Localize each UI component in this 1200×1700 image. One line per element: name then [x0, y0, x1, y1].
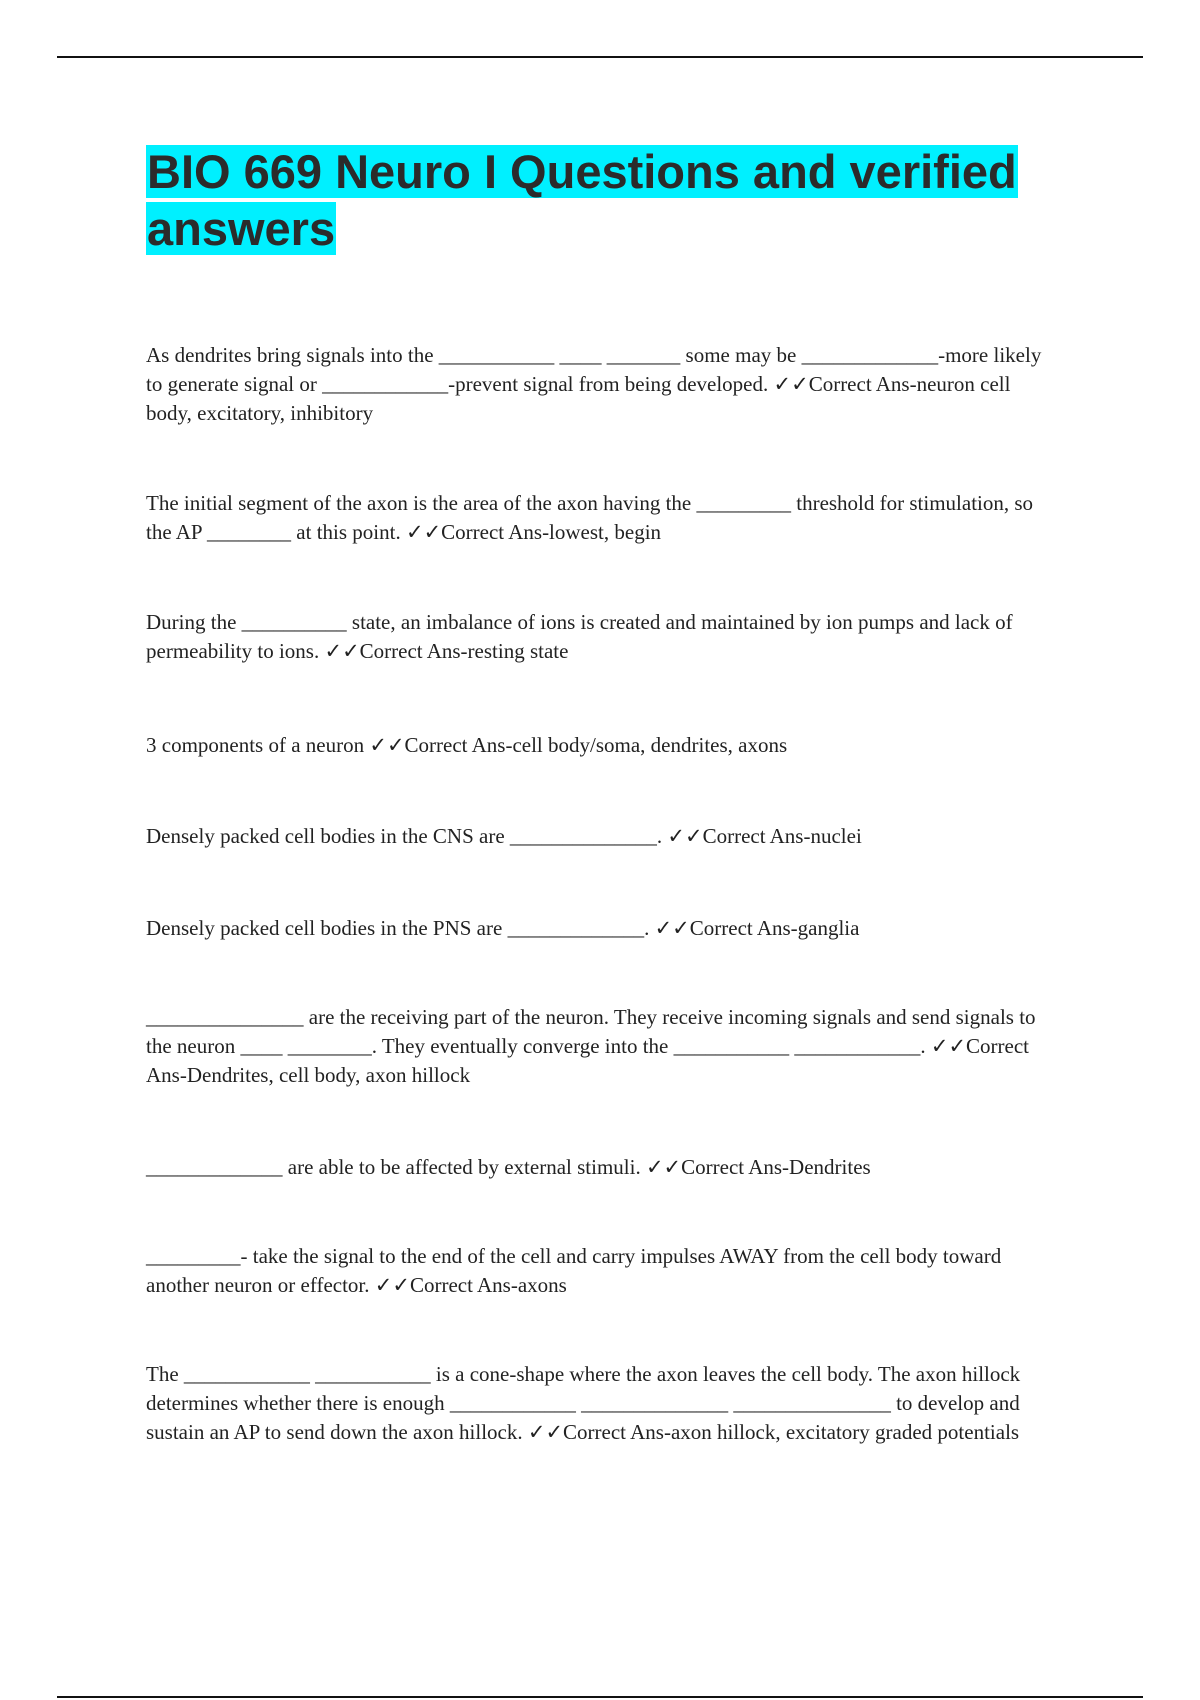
- qa-item-3: During the __________ state, an imbalance of ions is created and maintained by ion pumps and lack of permeability to ions. ✓✓Correct Ans-resting state: [146, 610, 1018, 663]
- qa-item-1: As dendrites bring signals into the ___________ ____ _______ some may be _____________-more likely to generate signal or ____________-prevent signal from being developed. ✓✓Correct Ans-neuron cell body, excitatory, inhibitory: [146, 343, 1047, 425]
- qa-item-9: _________- take the signal to the end of the cell and carry impulses AWAY from the cell body toward another neuron or effector. ✓✓Correct Ans-axons: [146, 1244, 1007, 1297]
- qa-item-6: Densely packed cell bodies in the PNS are _____________. ✓✓Correct Ans-ganglia: [146, 916, 860, 940]
- title-line-1: BIO 669 Neuro I Questions and verified: [147, 145, 1017, 198]
- qa-item-4: 3 components of a neuron ✓✓Correct Ans-cell body/soma, dendrites, axons: [146, 733, 788, 757]
- qa-item-5: Densely packed cell bodies in the CNS are ______________. ✓✓Correct Ans-nuclei: [146, 824, 862, 848]
- qa-item-10: The ____________ ___________ is a cone-shape where the axon leaves the cell body. The axon hillock determines whether there is enough ____________ ______________ _______________ to develop and sustain an AP to send down the axon hillock. ✓✓Correct Ans-axon hillock, excitatory graded potentials: [146, 1362, 1026, 1444]
- page-title: [146, 143, 1046, 257]
- top-rule: [57, 56, 1143, 58]
- qa-item-2: The initial segment of the axon is the area of the axon having the _________ threshold for stimulation, so the AP ________ at this point. ✓✓Correct Ans-lowest, begin: [146, 491, 1039, 544]
- qa-item-8: _____________ are able to be affected by external stimuli. ✓✓Correct Ans-Dendrites: [146, 1155, 871, 1179]
- qa-item-7: _______________ are the receiving part of the neuron. They receive incoming signals and send signals to the neuron ____ ________. They eventually converge into the ___________ ____________. ✓✓Correct Ans-Dendrites, cell body, axon hillock: [146, 1005, 1041, 1087]
- bottom-rule: [57, 1696, 1143, 1698]
- title-line-2: answers: [147, 202, 336, 255]
